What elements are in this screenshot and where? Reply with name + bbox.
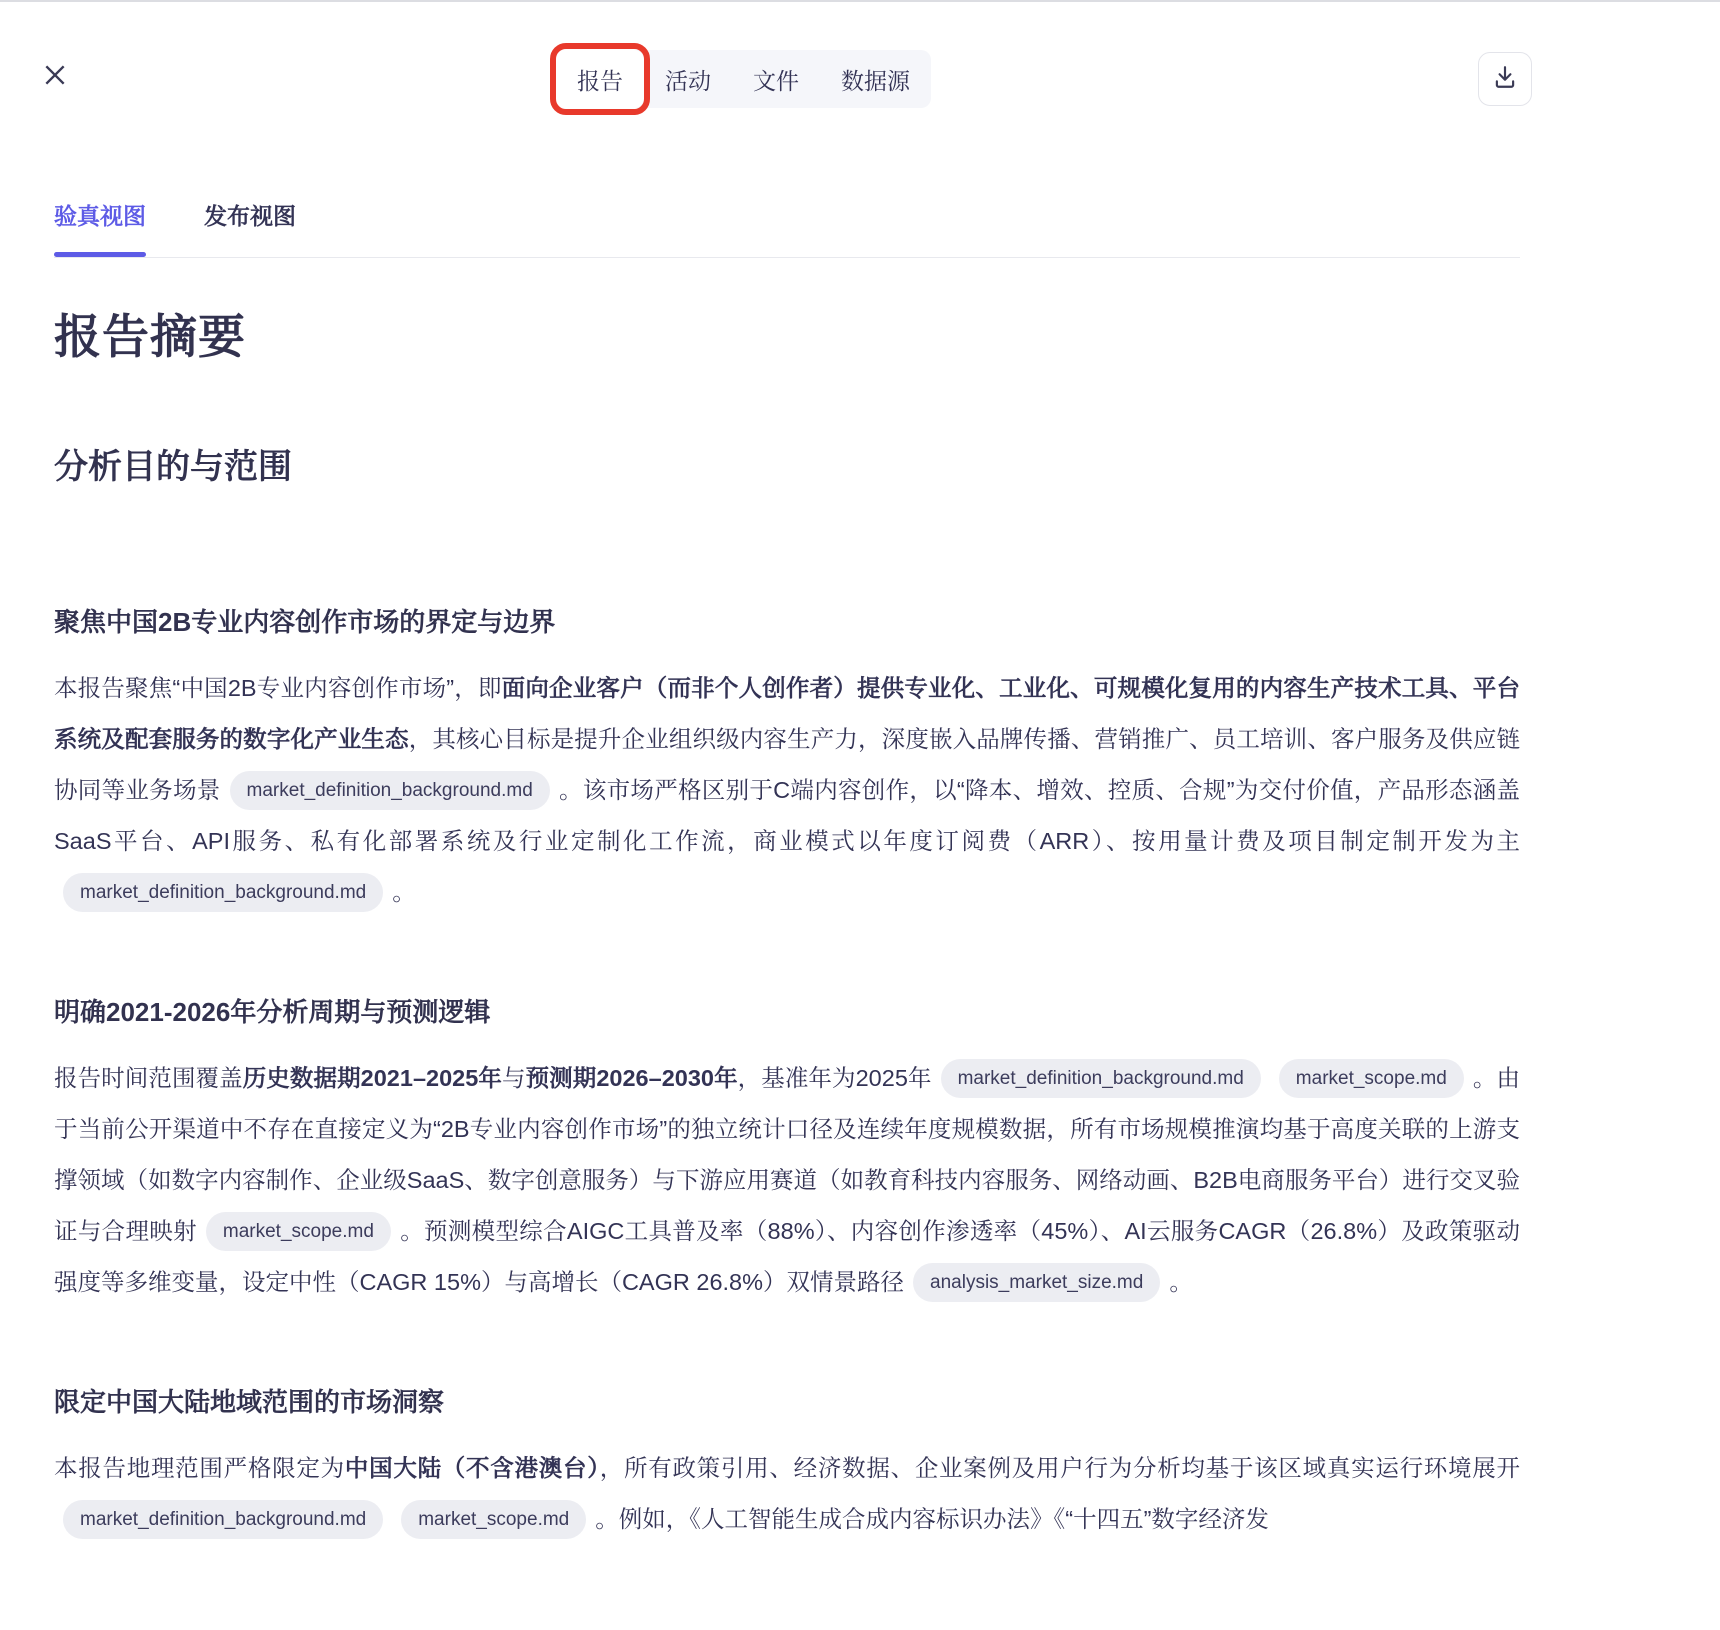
view-tab-bar — [0, 198, 1720, 257]
subsection-paragraph-3 — [54, 1443, 1520, 1545]
subsection-heading-3: 限定中国大陆地域范围的市场洞察 — [54, 1387, 445, 1417]
bold-text-run: 预测期2026–2030年 — [525, 1065, 738, 1091]
text-run: 本报告地理范围严格限定为 — [54, 1455, 345, 1481]
text-run: 。 — [392, 879, 416, 905]
subsection-heading-1: 聚焦中国2B专业内容创作市场的界定与边界 — [54, 607, 556, 637]
section-heading: 分析目的与范围 — [54, 448, 292, 486]
source-file-badge[interactable]: market_definition_background.md — [63, 873, 383, 912]
subsection-paragraph-2 — [54, 1053, 1520, 1308]
text-run: 与 — [501, 1065, 526, 1091]
text-run: 。预测模型综合AIGC工具普及率（88%）、内容创作渗透率（45%）、AI云服务CAGR（26.8%）及政策驱动强度等多维变量，设定中性（CAGR 15%）与高增长（CAGR 26.8%）双情景路径 — [54, 1218, 1520, 1295]
tab-files[interactable] — [732, 50, 820, 108]
download-icon — [1492, 64, 1518, 95]
tab-publish-view-label: 发布视图 — [204, 203, 296, 229]
top-toolbar — [0, 0, 1720, 112]
text-run: ，基准年为2025年 — [737, 1065, 932, 1091]
close-button[interactable] — [40, 62, 70, 92]
download-button[interactable] — [1478, 52, 1532, 106]
bold-text-run: 历史数据期2021–2025年 — [242, 1065, 502, 1091]
subsection-paragraph-1 — [54, 663, 1520, 918]
tabbar-divider — [54, 257, 1520, 258]
tab-report[interactable] — [556, 50, 644, 108]
close-icon — [42, 62, 68, 93]
tab-datasources[interactable] — [820, 50, 931, 108]
tab-datasources-label: 数据源 — [841, 67, 910, 94]
tab-activity-label: 活动 — [665, 67, 711, 94]
page-title: 报告摘要 — [54, 310, 246, 363]
source-file-badge[interactable]: market_definition_background.md — [63, 1500, 383, 1539]
text-run: 。 — [1169, 1269, 1193, 1295]
tab-verify-view[interactable] — [54, 198, 146, 257]
tab-report-label: 报告 — [577, 67, 623, 94]
text-run: 。由于当前公开渠道中不存在直接定义为“2B专业内容创作市场”的独立统计口径及连续年度规模数据，所有市场规模推演均基于高度关联的上游支撑领域（如数字内容制作、企业级SaaS、数字创意服务）与下游应用赛道（如教育科技内容服务、网络动画、B2B电商服务平台）进行交叉验证与合理映射 — [54, 1065, 1520, 1244]
tab-files-label: 文件 — [753, 67, 799, 94]
main-tab-group — [556, 50, 931, 108]
subsection-heading-2: 明确2021-2026年分析周期与预测逻辑 — [54, 997, 491, 1027]
text-run: 。该市场严格区别于C端内容创作，以“降本、增效、控质、合规”为交付价值，产品形态涵盖SaaS平台、API服务、私有化部署系统及行业定制化工作流，商业模式以年度订阅费（ARR）、按用量计费及项目制定制开发为主 — [54, 777, 1521, 854]
tab-verify-view-label: 验真视图 — [54, 203, 146, 229]
tab-publish-view[interactable] — [204, 198, 296, 257]
bold-text-run: 中国大陆（不含港澳台） — [344, 1455, 600, 1481]
bold-text-run: 面向企业客户（而非个人创作者）提供专业化、工业化、可规模化复用的内容生产技术工具、平台系统及配套服务的数字化产业生态 — [54, 675, 1520, 752]
source-file-badge[interactable]: market_scope.md — [206, 1212, 391, 1251]
report-content — [0, 300, 1720, 1585]
text-run: ，所有政策引用、经济数据、企业案例及用户行为分析均基于该区域真实运行环境展开 — [599, 1455, 1521, 1481]
text-run: ，其核心目标是提升企业组织级内容生产力，深度嵌入品牌传播、营销推广、员工培训、客户服务及供应链协同等业务场景 — [54, 726, 1521, 803]
source-file-badge[interactable]: market_scope.md — [1279, 1059, 1464, 1098]
source-file-badge[interactable]: market_definition_background.md — [230, 771, 550, 810]
text-run: 。例如，《人工智能生成合成内容标识办法》《“十四五”数字经济发 — [595, 1506, 1269, 1532]
source-file-badge[interactable]: market_scope.md — [401, 1500, 586, 1539]
text-run: 报告时间范围覆盖 — [54, 1065, 243, 1091]
text-run: 本报告聚焦“中国2B专业内容创作市场”，即 — [54, 675, 502, 701]
tab-activity[interactable] — [644, 50, 732, 108]
source-file-badge[interactable]: analysis_market_size.md — [913, 1263, 1160, 1302]
source-file-badge[interactable]: market_definition_background.md — [941, 1059, 1261, 1098]
